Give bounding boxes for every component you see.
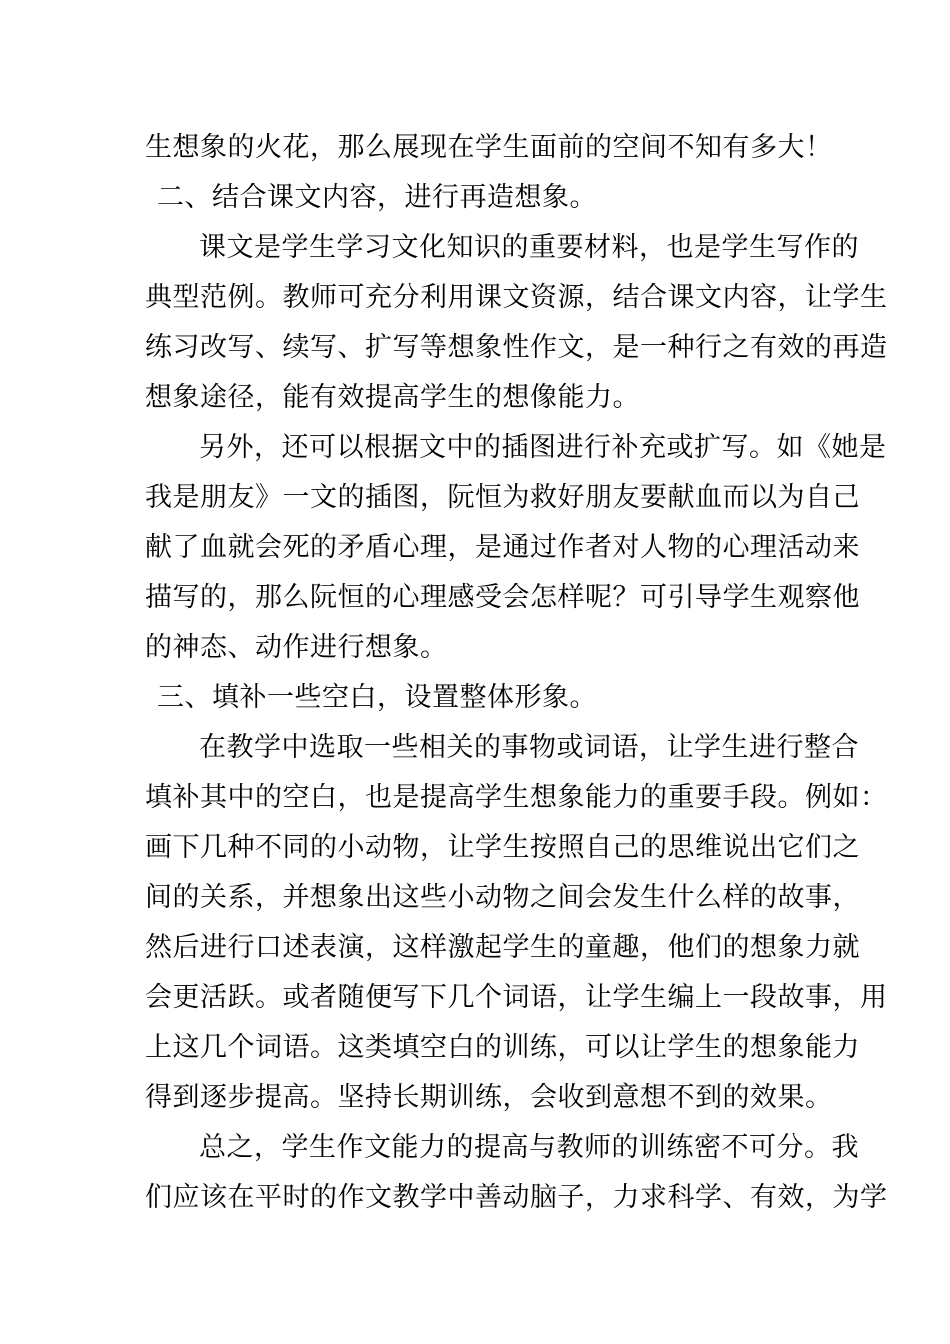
section-heading: 三、填补一些空白，设置整体形象。 xyxy=(157,682,597,713)
text-line: 们应该在平时的作文教学中善动脑子，力求科学、有效，为学 xyxy=(145,1182,888,1213)
text-line: 会更活跃。或者随便写下几个词语，让学生编上一段故事，用 xyxy=(145,982,888,1013)
text-line: 练习改写、续写、扩写等想象性作文，是一种行之有效的再造 xyxy=(145,332,888,363)
text-line: 另外，还可以根据文中的插图进行补充或扩写。如《她是 xyxy=(199,432,887,463)
text-line: 描写的，那么阮恒的心理感受会怎样呢？可引导学生观察他 xyxy=(145,582,860,613)
text-line: 上这几个词语。这类填空白的训练，可以让学生的想象能力 xyxy=(145,1032,860,1063)
text-line: 总之，学生作文能力的提高与教师的训练密不可分。我 xyxy=(199,1132,859,1163)
text-line: 我是朋友》一文的插图，阮恒为救好朋友要献血而以为自己 xyxy=(145,482,860,513)
text-line: 然后进行口述表演，这样激起学生的童趣，他们的想象力就 xyxy=(145,932,860,963)
text-line: 典型范例。教师可充分利用课文资源，结合课文内容，让学生 xyxy=(145,282,888,313)
text-line: 生想象的火花，那么展现在学生面前的空间不知有多大！ xyxy=(145,132,833,163)
text-line: 画下几种不同的小动物，让学生按照自己的思维说出它们之 xyxy=(145,832,860,863)
text-line: 想象途径，能有效提高学生的想像能力。 xyxy=(145,382,640,413)
text-line: 的神态、动作进行想象。 xyxy=(145,632,448,663)
section-heading: 二、结合课文内容，进行再造想象。 xyxy=(157,182,597,213)
text-line: 献了血就会死的矛盾心理，是通过作者对人物的心理活动来 xyxy=(145,532,860,563)
text-line: 课文是学生学习文化知识的重要材料，也是学生写作的 xyxy=(199,232,859,263)
text-line: 得到逐步提高。坚持长期训练，会收到意想不到的效果。 xyxy=(145,1082,833,1113)
text-line: 填补其中的空白，也是提高学生想象能力的重要手段。例如： xyxy=(145,782,888,813)
text-line: 在教学中选取一些相关的事物或词语，让学生进行整合 xyxy=(199,732,859,763)
text-line: 间的关系，并想象出这些小动物之间会发生什么样的故事， xyxy=(145,882,860,913)
